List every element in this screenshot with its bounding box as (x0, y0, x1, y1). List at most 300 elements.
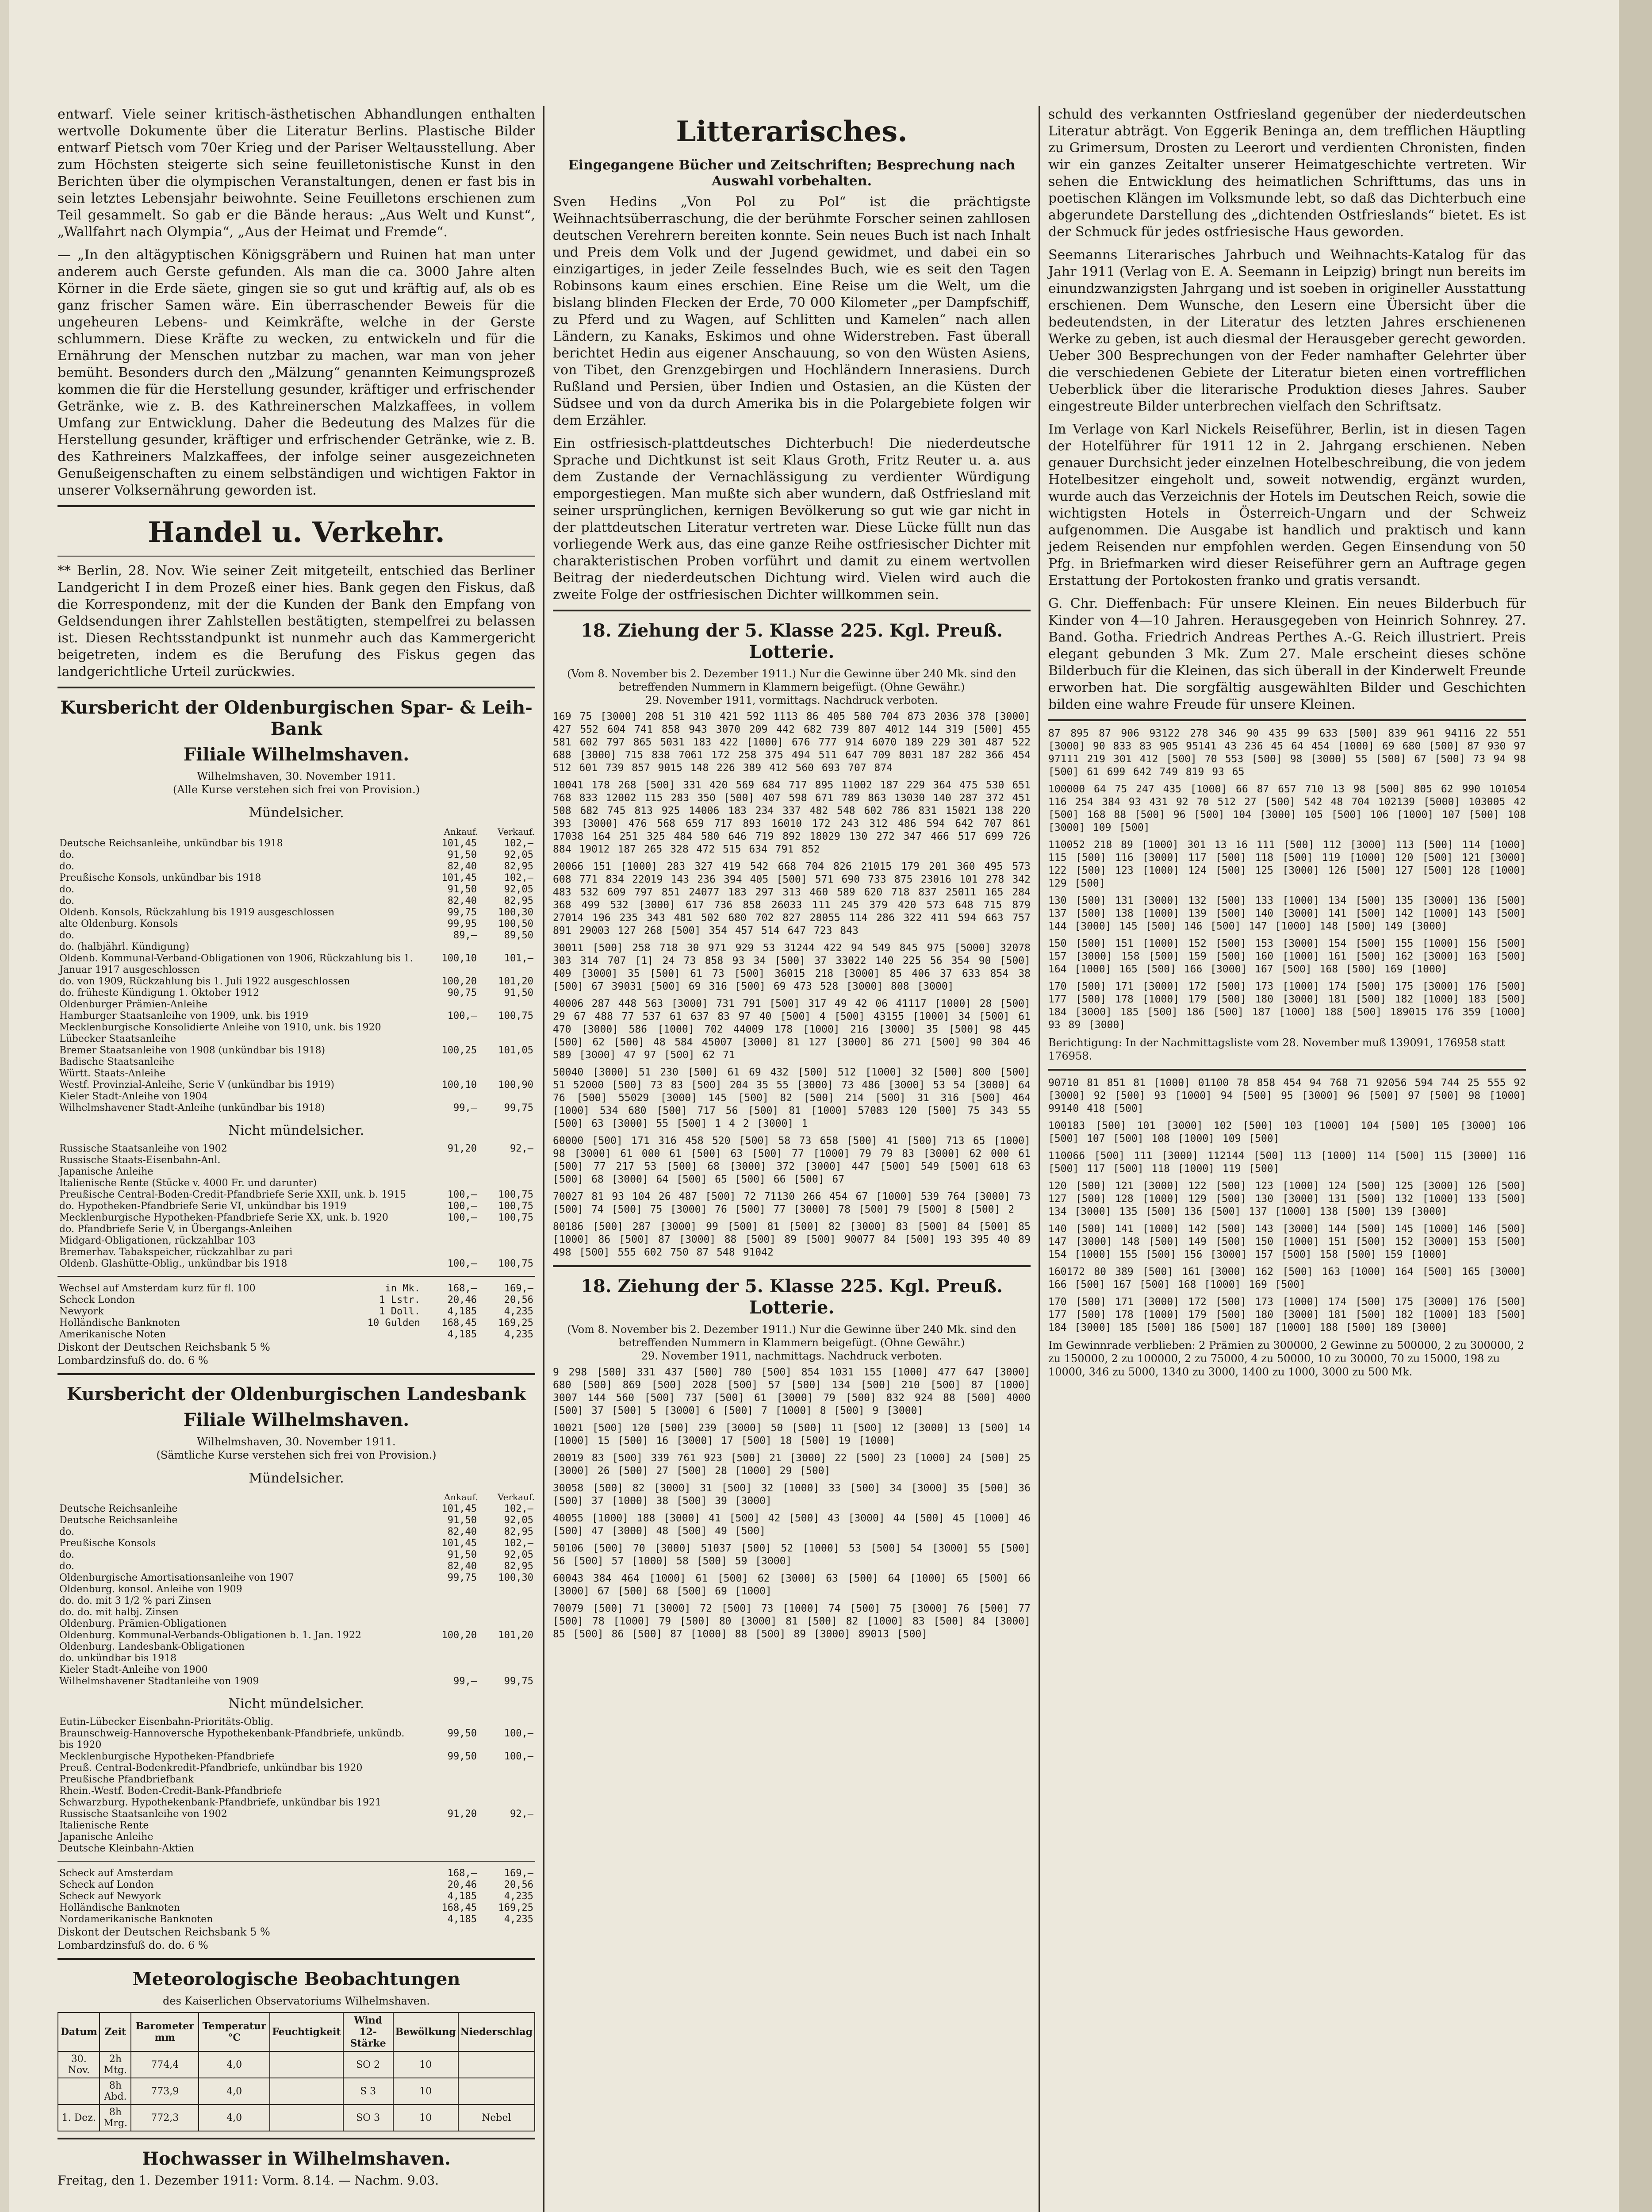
litterarisches-subtitle: Eingegangene Bücher und Zeitschriften; Besprechung nach Auswahl vorbehalten. (568, 157, 1016, 189)
rate-value: 99,75 (447, 1572, 477, 1583)
rate-row (57, 1572, 535, 1584)
rate-name: Midgard-Obligationen, rückzahlbar 103 (59, 1235, 256, 1246)
rate-value: 90,75 (447, 987, 477, 998)
rate-name: Wechsel auf Amsterdam kurz für fl. 100 (59, 1283, 256, 1294)
section-divider (1048, 719, 1526, 721)
rate-value (422, 1224, 479, 1235)
rate-row (57, 838, 535, 849)
rate-value (422, 1786, 479, 1797)
rate-value: 101,45 (441, 872, 477, 883)
kursbericht-spar-leih-bank (57, 697, 535, 1367)
rate-value: 82,95 (504, 861, 533, 872)
rate-value: 168,— (447, 1283, 477, 1294)
rate-row (57, 1914, 535, 1925)
rate-name: Japanische Anleihe (59, 1166, 153, 1177)
rate-value: 92,— (510, 1809, 533, 1820)
weather-cell: 30. Nov. (58, 2051, 100, 2078)
lottery-number-block: 120 [500] 121 [3000] 122 [500] 123 [1000] 124 [500] 125 [3000] 126 [500] 127 [500] 128 [1000] 129 [500] 130 [3000] 131 [500] 132 [1000] 133 [500] 134 [3000] 135 [500] 136 [500] 137 [1000] 138 [500] 139 [3000] (1048, 1180, 1526, 1217)
rate-row (57, 1258, 535, 1270)
kursbericht-landesbank (57, 1384, 535, 1952)
rate-name: Japanische Anleihe (59, 1832, 153, 1843)
rate-value: 99,95 (447, 918, 477, 929)
intro-paragraph-1: entwarf. Viele seiner kritisch-ästhetischen Abhandlungen enthalten wertvolle Dokumente über die Literatur Berlins. Plastische Bilder entwarf Pietsch vom 70er Krieg und der Pariser Weltausstellung. Aber zum Höchsten steigerte sich seine feuilletonistische Kunst in den Berichten über die olympischen Veranstaltungen, denen er fast bis in sein letztes Lebensjahr beiwohnte. Seine Feuilletons erschienen zum Teil gesammelt. So gab er die Bände heraus: „Aus Welt und Kunst“, „Wallfahrt nach Olympia“, „Aus der Heimat und Fremde“. (57, 107, 535, 240)
rate-name: Mecklenburgische Konsolidierte Anleihe von 1910, unk. bis 1920 (59, 1022, 381, 1033)
column-rule (1039, 106, 1040, 2212)
rate-value (479, 1820, 535, 1832)
weather-header: Barometer mm (131, 2012, 199, 2051)
rate-value (422, 1763, 479, 1774)
rate-value (422, 1033, 479, 1045)
rate-name: Badische Staatsanleihe (59, 1056, 175, 1068)
rate-row (57, 872, 535, 884)
rate-row (57, 1283, 535, 1294)
lottery1-numbers (553, 710, 1031, 1259)
rate-row (57, 1178, 535, 1189)
rate-name: Lübecker Staatsanleihe (59, 1033, 176, 1045)
rate-name: do. (halbjährl. Kündigung) (59, 941, 190, 952)
lottery-number-block: 170 [500] 171 [3000] 172 [500] 173 [1000] 174 [500] 175 [3000] 176 [500] 177 [500] 178 [1000] 179 [500] 180 [3000] 181 [500] 182 [1000] 183 [500] 184 [3000] 185 [500] 186 [500] 187 [1000] 188 [500] 189015 176 359 [1000] 93 89 [3000] (1048, 981, 1526, 1031)
rate-value: 10 Gulden (367, 1317, 420, 1329)
weather-row (58, 2078, 535, 2104)
rate-value: 102,— (504, 872, 533, 883)
rate-value (422, 1091, 479, 1102)
rate-row (57, 1515, 535, 1526)
rate-name: Braunschweig-Hannoversche Hypothekenbank-Pfandbriefe, unkündb. bis 1920 (59, 1728, 405, 1751)
rate-name: Holländische Banknoten (59, 1902, 180, 1913)
rate-value (422, 1166, 479, 1178)
lottery-morning-continued (1048, 727, 1526, 1032)
rate-value (479, 1056, 535, 1068)
rate-value (479, 1717, 535, 1728)
rate-value (479, 1595, 535, 1607)
rate-name: Amerikanische Noten (59, 1329, 166, 1340)
rate-row (57, 1306, 535, 1317)
lottery-afternoon (553, 1276, 1031, 1641)
col3-paragraph-4: G. Chr. Dieffenbach: Für unsere Kleinen. Ein neues Bilderbuch für Kinder von 4—10 Jahren. Herausgegeben von Heinrich Sohnrey. 27. Band. Gotha. Friedrich Andreas Perthes A.-G. Reich illustriert. Preis elegant gebunden 3 Mk. Zum 27. Male erscheint dieses schöne Bilderbuch für die Kleinen, das sich überall in der Kinderwelt Freunde erworben hat. Die sorgfältig ausgewählten Bilder und Geschichten bilden eine wahre Freude für unsere Kleinen. (1048, 596, 1526, 712)
rate-value: 102,— (504, 1538, 533, 1549)
rate-value (422, 1641, 479, 1653)
rate-row (57, 1641, 535, 1653)
rate-name: Scheck London (59, 1294, 135, 1306)
rate-row (57, 1717, 535, 1728)
rate-name: do. unkündbar bis 1918 (59, 1653, 177, 1664)
rate-value: 100,75 (498, 1212, 533, 1223)
rate-row (57, 1774, 535, 1786)
rate-row (57, 1653, 535, 1664)
rate-name: do. (59, 930, 74, 941)
rate-value: 169,25 (498, 1902, 533, 1913)
rate-row (57, 884, 535, 895)
rate-row (57, 1820, 535, 1832)
rate-value (422, 1843, 479, 1855)
rate-name: Kieler Stadt-Anleihe von 1904 (59, 1091, 208, 1102)
rate-row (57, 1503, 535, 1515)
rate-row (57, 861, 535, 872)
lottery-number-block: 80186 [500] 287 [3000] 99 [500] 81 [500] 82 [3000] 83 [500] 84 [500] 85 [1000] 86 [500] 87 [3000] 88 [500] 89 [500] 90077 84 [500] 193 395 40 89 498 [500] 555 602 750 87 548 91042 (553, 1221, 1031, 1258)
rate-name: Italienische Rente (Stücke v. 4000 Fr. und darunter) (59, 1178, 317, 1189)
newspaper-page (9, 0, 1619, 2212)
rate-value: 101,45 (441, 1538, 477, 1549)
lottery-number-block: 50106 [500] 70 [3000] 51037 [500] 52 [1000] 53 [500] 54 [3000] 55 [500] 56 [500] 57 [1000] 58 [500] 59 [3000] (553, 1543, 1031, 1567)
rate-name: alte Oldenburg. Konsols (59, 918, 178, 929)
kurs2-title: Kursbericht der Oldenburgischen Landesbank (66, 1384, 526, 1405)
rate-value: 82,95 (504, 1526, 533, 1537)
rate-row (57, 1079, 535, 1091)
rate-row (57, 987, 535, 999)
rate-row (57, 918, 535, 930)
rate-name: Deutsche Kleinbahn-Aktien (59, 1843, 194, 1854)
rate-value (479, 1797, 535, 1809)
rate-value: 100,75 (498, 1010, 533, 1022)
rate-name: Preußische Konsols, unkündbar bis 1918 (59, 872, 261, 883)
rate-value: 91,50 (447, 1515, 477, 1526)
rate-value: 100,— (504, 1751, 533, 1762)
rate-value (422, 1618, 479, 1630)
rate-name: Württ. Staats-Anleihe (59, 1068, 166, 1079)
rate-value: 82,95 (504, 895, 533, 906)
rate-name: Eutin-Lübecker Eisenbahn-Prioritäts-Oblig. (59, 1717, 274, 1728)
rate-name: Nordamerikanische Banknoten (59, 1914, 213, 1925)
weather-cell (458, 2051, 535, 2078)
rate-row (57, 1010, 535, 1022)
rate-row (57, 1538, 535, 1549)
rate-value: 1 Doll. (379, 1306, 420, 1317)
weather-cell (270, 2078, 343, 2104)
rate-name: Hamburger Staatsanleihe von 1909, unk. bis 1919 (59, 1010, 309, 1022)
rate-value: 4,235 (504, 1306, 533, 1317)
rate-value: 101,05 (498, 1045, 533, 1056)
weather-cell: 2h Mtg. (100, 2051, 131, 2078)
rate-value: 91,50 (447, 849, 477, 860)
section-divider (57, 2138, 535, 2139)
weather-cell: 8h Abd. (100, 2078, 131, 2104)
rate-row (57, 930, 535, 941)
rate-name: do. do. mit 3 1/2 % pari Zinsen (59, 1595, 211, 1606)
rate-name: do. früheste Kündigung 1. Oktober 1912 (59, 987, 260, 998)
hochwasser-title: Hochwasser in Wilhelmshaven. (142, 2148, 451, 2169)
rate-value (479, 1641, 535, 1653)
rate-value (479, 941, 535, 953)
rate-row (57, 1630, 535, 1641)
rate-value: 100,25 (441, 1045, 477, 1056)
rate-value: 99,75 (504, 1676, 533, 1687)
rate-name: Holländische Banknoten (59, 1317, 180, 1329)
rate-name: do. Hypotheken-Pfandbriefe Serie VI, unkündbar bis 1919 (59, 1201, 347, 1212)
lottery-number-block: 40006 287 448 563 [3000] 731 791 [500] 317 49 42 06 41117 [1000] 28 [500] 29 67 488 77 537 61 637 83 97 40 [500] 4 [500] 43155 [1000] 34 [500] 61 470 [3000] 586 [1000] 702 44009 178 [1000] 216 [3000] 35 [500] 98 445 [500] 62 [500] 48 584 45007 [3000] 81 127 [3000] 86 271 [500] 90 304 46 589 [3000] 47 97 [500] 62 71 (553, 998, 1031, 1061)
weather-cell: S 3 (343, 2078, 393, 2104)
rate-value: 100,90 (498, 1079, 533, 1091)
lottery-correction: Berichtigung: In der Nachmittagsliste vom 28. November muß 139091, 176958 statt 176958. (1048, 1037, 1506, 1062)
lottery-number-block: 87 895 87 906 93122 278 346 90 435 99 633 [500] 839 961 94116 22 551 [3000] 90 833 83 905 95141 43 236 45 64 454 [1000] 69 680 [500] 87 930 97 97111 219 301 412 [500] 70 553 [500] 98 [3000] 55 [500] 67 [500] 73 94 98 [500] 61 699 642 749 819 93 65 (1048, 728, 1526, 778)
rate-name: do. (59, 849, 74, 860)
rate-name: Rhein.-Westf. Boden-Credit-Bank-Pfandbriefe (59, 1786, 282, 1797)
lottery-number-block: 30011 [500] 258 718 30 971 929 53 31244 422 94 549 845 975 [5000] 32078 303 314 707 [1] 24 73 858 93 34 [500] 37 33022 140 225 56 354 90 [500] 409 [3000] 35 [500] 61 73 [500] 36015 218 [3000] 85 406 37 633 854 38 [500] 67 39031 [500] 69 316 [500] 69 473 528 [3000] 808 [3000] (553, 942, 1031, 992)
rate-value: 20,46 (447, 1294, 477, 1306)
rate-value (422, 999, 479, 1010)
rate-row (57, 1832, 535, 1843)
rate-value: 100,20 (441, 976, 477, 987)
rate-row (57, 953, 535, 976)
rate-row (57, 1595, 535, 1607)
rate-name: Oldenburgische Amortisationsanleihe von 1907 (59, 1572, 294, 1583)
rate-name: do. (59, 1526, 74, 1537)
rate-row (57, 1212, 535, 1224)
rate-value (422, 1155, 479, 1166)
rate-value: 168,— (447, 1868, 477, 1879)
rate-value: 102,— (504, 838, 533, 849)
lottery2-remaining: Im Gewinnrade verblieben: 2 Prämien zu 300000, 2 Gewinne zu 500000, 2 zu 300000, 2 zu 150000, 2 zu 100000, 2 zu 75000, 4 zu 50000, 10 zu 30000, 70 zu 15000, 198 zu 10000, 346 zu 5000, 1340 zu 3000, 1400 zu 1000, 3000 zu 500 Mk. (1048, 1339, 1525, 1378)
rate-row (57, 907, 535, 918)
section-divider (57, 505, 535, 507)
rate-value: 91,50 (447, 1549, 477, 1560)
rate-value (422, 1820, 479, 1832)
rate-value: 89,50 (504, 930, 533, 941)
rate-name: Scheck auf Amsterdam (59, 1868, 174, 1879)
rate-value: 20,56 (504, 1879, 533, 1890)
rate-row (57, 1189, 535, 1201)
rate-row (57, 1224, 535, 1235)
rate-value: 92,05 (504, 1549, 533, 1560)
page-edge (1619, 0, 1652, 2212)
lottery-number-block: 100000 64 75 247 435 [1000] 66 87 657 710 13 98 [500] 805 62 990 101054 116 254 384 93 431 92 70 512 27 [500] 542 48 704 102139 [5000] 103005 42 [500] 168 88 [500] 96 [500] 104 [3000] 105 [500] 106 [1000] 107 [500] 108 [3000] 109 [500] (1048, 783, 1526, 833)
rate-value (479, 1178, 535, 1189)
rate-name: do. Pfandbriefe Serie V, in Übergangs-Anleihen (59, 1224, 292, 1235)
rate-value: 99,— (453, 1102, 477, 1114)
col-head-ankauf: Ankauf. (444, 826, 478, 837)
rate-row (57, 1294, 535, 1306)
kurs2-foot-2: Lombardzinsfuß do. do. 6 % (57, 1939, 208, 1951)
lottery1-date: 29. November 1911, vormittags. Nachdruck verboten. (645, 694, 938, 707)
rate-value (479, 1224, 535, 1235)
rate-value: 4,235 (504, 1329, 533, 1340)
lottery-number-block: 9 298 [500] 331 437 [500] 780 [500] 854 1031 155 [1000] 477 647 [3000] 680 [500] 869 [500] 2028 [500] 57 [500] 134 [500] 210 [500] 87 [1000] 3007 144 560 [500] 737 [500] 61 [3000] 79 [500] 832 924 88 [500] 4000 [500] 37 [500] 5 [3000] 6 [500] 7 [1000] 8 [500] 9 [3000] (553, 1367, 1031, 1417)
rate-value (479, 1763, 535, 1774)
rate-value (479, 1653, 535, 1664)
rate-value: 4,185 (447, 1891, 477, 1902)
lottery-number-block: 150 [500] 151 [1000] 152 [500] 153 [3000] 154 [500] 155 [1000] 156 [500] 157 [3000] 158 [500] 159 [500] 160 [1000] 161 [500] 162 [3000] 163 [500] 164 [1000] 165 [500] 166 [3000] 167 [500] 168 [500] 169 [1000] (1048, 938, 1526, 975)
divider (57, 1276, 535, 1277)
lottery-number-block: 40055 [1000] 188 [3000] 41 [500] 42 [500] 43 [3000] 44 [500] 45 [1000] 46 [500] 47 [3000] 48 [500] 49 [500] (553, 1513, 1031, 1537)
rate-row (57, 1143, 535, 1155)
rate-value: 92,05 (504, 849, 533, 860)
rate-value (479, 1584, 535, 1595)
weather-title: Meteorologische Beobachtungen (132, 1969, 460, 1989)
handel-title: Handel u. Verkehr. (148, 516, 445, 549)
rate-value: 91,50 (504, 987, 533, 998)
section-divider (1048, 1069, 1526, 1071)
rate-value (479, 1843, 535, 1855)
rate-value: 101,20 (498, 976, 533, 987)
weather-cell: Nebel (458, 2104, 535, 2131)
rate-value: 82,40 (447, 1526, 477, 1537)
rate-name: Preuß. Central-Bodenkredit-Pfandbriefe, unkündbar bis 1920 (59, 1763, 363, 1774)
weather-row (58, 2051, 535, 2078)
weather-cell: SO 2 (343, 2051, 393, 2078)
weather-cell: 10 (393, 2078, 458, 2104)
weather-cell: 774,4 (131, 2051, 199, 2078)
rate-value: 99,50 (447, 1751, 477, 1762)
weather-header: Bewölkung (393, 2012, 458, 2051)
hochwasser-line: Freitag, den 1. Dezember 1911: Vorm. 8.14. — Nachm. 9.03. (57, 2173, 439, 2188)
lottery-number-block: 110052 218 89 [1000] 301 13 16 111 [500] 112 [3000] 113 [500] 114 [1000] 115 [500] 116 [3000] 117 [500] 118 [500] 119 [1000] 120 [500] 121 [3000] 122 [500] 123 [1000] 124 [500] 125 [3000] 126 [500] 127 [500] 128 [1000] 129 [500] (1048, 839, 1526, 889)
rate-name: Wilhelmshavener Stadt-Anleihe (unkündbar bis 1918) (59, 1102, 325, 1114)
rate-value (479, 999, 535, 1010)
rate-value: 100,10 (441, 953, 477, 964)
kurs1-wechsel-table (57, 1283, 535, 1340)
rate-row (57, 1607, 535, 1618)
weather-cell: 10 (393, 2051, 458, 2078)
rate-value: 82,40 (447, 861, 477, 872)
rate-name: Kieler Stadt-Anleihe von 1900 (59, 1664, 208, 1675)
lottery-number-block: 70027 81 93 104 26 487 [500] 72 71130 266 454 67 [1000] 539 764 [3000] 73 [500] 74 [500] 75 [3000] 76 [500] 77 [3000] 78 [500] 79 [500] 8 [500] 2 (553, 1191, 1031, 1215)
weather-row (58, 2104, 535, 2131)
weather-table (57, 2012, 535, 2131)
lottery1-title: 18. Ziehung der 5. Klasse 225. Kgl. Preuß. Lotterie. (580, 620, 1003, 662)
rate-value: 4,185 (447, 1914, 477, 1925)
weather-header: Wind 12-Stärke (343, 2012, 393, 2051)
rate-value: 168,45 (441, 1317, 477, 1329)
kurs1-subtitle: Filiale Wilhelmshaven. (183, 744, 410, 765)
litt-paragraph-2: Ein ostfriesisch-plattdeutsches Dichterbuch! Die niederdeutsche Sprache und Dichtkunst ist seit Klaus Groth, Fritz Reuter u. a. aus dem Zustande der Vernachlässigung zu verdienter Würdigung emporgestiegen. Man mußte sich aber wundern, daß Ostfriesland mit seiner ursprünglichen, kernigen Bevölkerung so gut wie gar nicht in der plattdeutschen Literatur vertreten war. Diese Lücke füllt nun das vorliegende Werk aus, das eine ganze Reihe ostfriesischer Dichter mit charakteristischen Proben vorführt und damit zu einem wertvollen Beitrag der niederdeutschen Dichtung wird. Vielen wird auch die zweite Folge der ostfriesischen Dichter willkommen sein. (553, 436, 1031, 603)
rate-value (422, 1717, 479, 1728)
rate-row (57, 1584, 535, 1595)
rate-name: Oldenburger Prämien-Anleihe (59, 999, 208, 1010)
weather-section (57, 1969, 535, 2131)
rate-name: Oldenburg. Kommunal-Verbands-Obligationen b. 1. Jan. 1922 (59, 1630, 361, 1641)
rate-row (57, 1091, 535, 1102)
rate-name: Deutsche Reichsanleihe (59, 1515, 178, 1526)
rate-row (57, 1068, 535, 1079)
column-1 (57, 106, 535, 2187)
rate-row (57, 849, 535, 861)
litt-paragraph-1: Sven Hedins „Von Pol zu Pol“ ist die prächtigste Weihnachtsüberraschung, die der berühmte Forscher seinen zahllosen deutschen Verehrern bereiten konnte. Sein neues Buch ist nach Inhalt und Preis dem Volk und der Jugend gewidmet, und dabei ein so einzigartiges, in jeder Zeile fesselndes Buch, wie es seit den Tagen Robinsons kaum eines erschien. Eine Reise um die Welt, um die bislang blinden Flecken der Erde, 70 000 Kilometer „per Dampfschiff, zu Pferd und zu Wagen, auf Schlitten und Kamelen“ nach allen Ländern, zu Kanaks, Eskimos und ohne Widerstreben. Fast überall berichtet Hedin aus eigener Anschauung, so von den Wüsten Asiens, von Tibet, den Grenzgebirgen und Hochländern Innerasiens. Durch Rußland und Persien, über Indien und Ostasien, an die Küsten der Südsee und von da durch Amerika bis in die Polargebiete folgen wir dem Erzähler. (553, 194, 1031, 428)
col-head-verkauf: Verkauf. (498, 826, 535, 837)
rate-value: 20,56 (504, 1294, 533, 1306)
rate-value: 100,75 (498, 1258, 533, 1269)
lottery-number-block: 30058 [500] 82 [3000] 31 [500] 32 [1000] 33 [500] 34 [3000] 35 [500] 36 [500] 37 [1000] 38 [500] 39 [3000] (553, 1482, 1031, 1507)
rate-value (422, 1664, 479, 1676)
kurs2-note: (Sämtliche Kurse verstehen sich frei von Provision.) (156, 1449, 437, 1461)
rate-value (479, 1786, 535, 1797)
weather-header: Feuchtigkeit (270, 2012, 343, 2051)
rate-value: 91,20 (447, 1809, 477, 1820)
col3-paragraph-1: schuld des verkannten Ostfriesland gegenüber der niederdeutschen Literatur abträgt. Von Eggerik Beninga an, dem trefflichen Häuptling zu Grimersum, Drosten zu Leerort und verdienten Chronisten, finden wir ein ganzes Zeitalter unserer Heimatgeschichte vertreten. Wir sehen die Entwicklung des heimatlichen Schrifttums, das uns in poetischen Klängen im Volksmunde lebt, so daß das Dichterbuch eine abgerundete Darstellung des „dichtenden Ostfrieslands“ bietet. Es ist der Schmuck für jedes ostfriesische Haus geworden. (1048, 107, 1526, 240)
rate-row (57, 1033, 535, 1045)
rate-row (57, 1155, 535, 1166)
rate-name: Oldenburg. Prämien-Obligationen (59, 1618, 227, 1629)
lottery2-note: (Vom 8. November bis 2. Dezember 1911.) Nur die Gewinne über 240 Mk. sind den betreffenden Nummern in Klammern beigefügt. (Ohne Gewähr.) (567, 1323, 1016, 1349)
kurs1-table-a (57, 826, 535, 1114)
rate-value (422, 1022, 479, 1033)
rate-row (57, 1763, 535, 1774)
col-head-verkauf: Verkauf. (498, 1492, 535, 1502)
rate-value: 4,235 (504, 1891, 533, 1902)
rate-value (479, 1068, 535, 1079)
rate-value (422, 1235, 479, 1247)
lottery2-date: 29. November 1911, nachmittags. Nachdruck verboten. (641, 1350, 943, 1362)
rate-value (479, 1664, 535, 1676)
lottery-number-block: 60043 384 464 [1000] 61 [500] 62 [3000] 63 [500] 64 [1000] 65 [500] 66 [3000] 67 [500] 68 [500] 69 [1000] (553, 1573, 1031, 1597)
rate-value (422, 1797, 479, 1809)
rate-row (57, 1728, 535, 1751)
rate-row (57, 1526, 535, 1538)
rate-value (422, 1595, 479, 1607)
rate-value: 100,— (447, 1201, 477, 1212)
rate-value: 82,95 (504, 1561, 533, 1572)
rate-value: 101,— (504, 953, 533, 964)
rate-row (57, 1786, 535, 1797)
kurs2-table-b (57, 1717, 535, 1855)
rate-value: 100,20 (441, 1630, 477, 1641)
rate-name: Mecklenburgische Hypotheken-Pfandbriefe Serie XX, unk. b. 1920 (59, 1212, 388, 1223)
rate-row (57, 941, 535, 953)
rate-row (57, 1809, 535, 1820)
litterarisches-title: Litterarisches. (676, 115, 908, 148)
rate-value (422, 1774, 479, 1786)
rate-name: do. (59, 1549, 74, 1560)
rate-name: Russische Staatsanleihe von 1902 (59, 1809, 227, 1820)
weather-cell: 4,0 (199, 2078, 270, 2104)
rate-value: 100,30 (498, 1572, 533, 1583)
rate-row (57, 1902, 535, 1914)
weather-cell (458, 2078, 535, 2104)
rate-row (57, 1751, 535, 1763)
lottery-number-block: 140 [500] 141 [1000] 142 [500] 143 [3000] 144 [500] 145 [1000] 146 [500] 147 [3000] 148 [500] 149 [500] 150 [1000] 151 [500] 152 [3000] 153 [500] 154 [1000] 155 [500] 156 [3000] 157 [500] 158 [500] 159 [1000] (1048, 1223, 1526, 1260)
rate-name: Deutsche Reichsanleihe (59, 1503, 178, 1514)
weather-cell: 772,3 (131, 2104, 199, 2131)
weather-subtitle: des Kaiserlichen Observatoriums Wilhelmshaven. (163, 1995, 430, 2007)
rate-name: Oldenb. Kommunal-Verband-Obligationen von 1906, Rückzahlung bis 1. Januar 1917 ausgeschlossen (59, 953, 413, 975)
rate-value (479, 1091, 535, 1102)
kurs2-table-a (57, 1491, 535, 1687)
weather-cell (58, 2078, 100, 2104)
rate-value: 102,— (504, 1503, 533, 1514)
section-divider (553, 610, 1031, 611)
lottery-morning (553, 620, 1031, 1259)
rate-name: do. (59, 1561, 74, 1572)
rate-value: 91,20 (447, 1143, 477, 1154)
rate-name: do. do. mit halbj. Zinsen (59, 1607, 179, 1618)
rate-row (57, 1102, 535, 1114)
rate-value (479, 1247, 535, 1258)
weather-cell: 4,0 (199, 2051, 270, 2078)
rate-value (479, 1166, 535, 1178)
rate-value: 4,185 (447, 1306, 477, 1317)
kurs1-section-b: Nicht mündelsicher. (228, 1123, 364, 1138)
rate-value (479, 1774, 535, 1786)
rate-value: 99,75 (504, 1102, 533, 1114)
rate-row (57, 1676, 535, 1687)
rate-name: Russische Staatsanleihe von 1902 (59, 1143, 227, 1154)
rate-row (57, 1201, 535, 1212)
rate-name: Mecklenburgische Hypotheken-Pfandbriefe (59, 1751, 275, 1762)
lottery-number-block: 130 [500] 131 [3000] 132 [500] 133 [1000] 134 [500] 135 [3000] 136 [500] 137 [500] 138 [1000] 139 [500] 140 [3000] 141 [500] 142 [1000] 143 [500] 144 [3000] 145 [500] 146 [500] 147 [1000] 148 [500] 149 [3000] (1048, 895, 1526, 932)
rate-row (57, 1891, 535, 1902)
section-divider (57, 556, 535, 557)
rate-row (57, 1843, 535, 1855)
rate-name: Preußische Central-Boden-Credit-Pfandbriefe Serie XXII, unk. b. 1915 (59, 1189, 406, 1200)
rate-value: 100,— (504, 1728, 533, 1739)
rate-value (479, 1033, 535, 1045)
rate-row (57, 1797, 535, 1809)
lottery-number-block: 110066 [500] 111 [3000] 112144 [500] 113 [1000] 114 [500] 115 [3000] 116 [500] 117 [500] 118 [1000] 119 [500] (1048, 1150, 1526, 1175)
kurs1-foot-1: Diskont der Deutschen Reichsbank 5 % (57, 1341, 270, 1353)
rate-value: 101,45 (441, 1503, 477, 1514)
rate-value: 100,— (447, 1212, 477, 1223)
rate-name: Oldenb. Glashütte-Oblig., unkündbar bis 1918 (59, 1258, 287, 1269)
rate-name: Oldenburg. konsol. Anleihe von 1909 (59, 1584, 242, 1595)
rate-value: 91,50 (447, 884, 477, 895)
